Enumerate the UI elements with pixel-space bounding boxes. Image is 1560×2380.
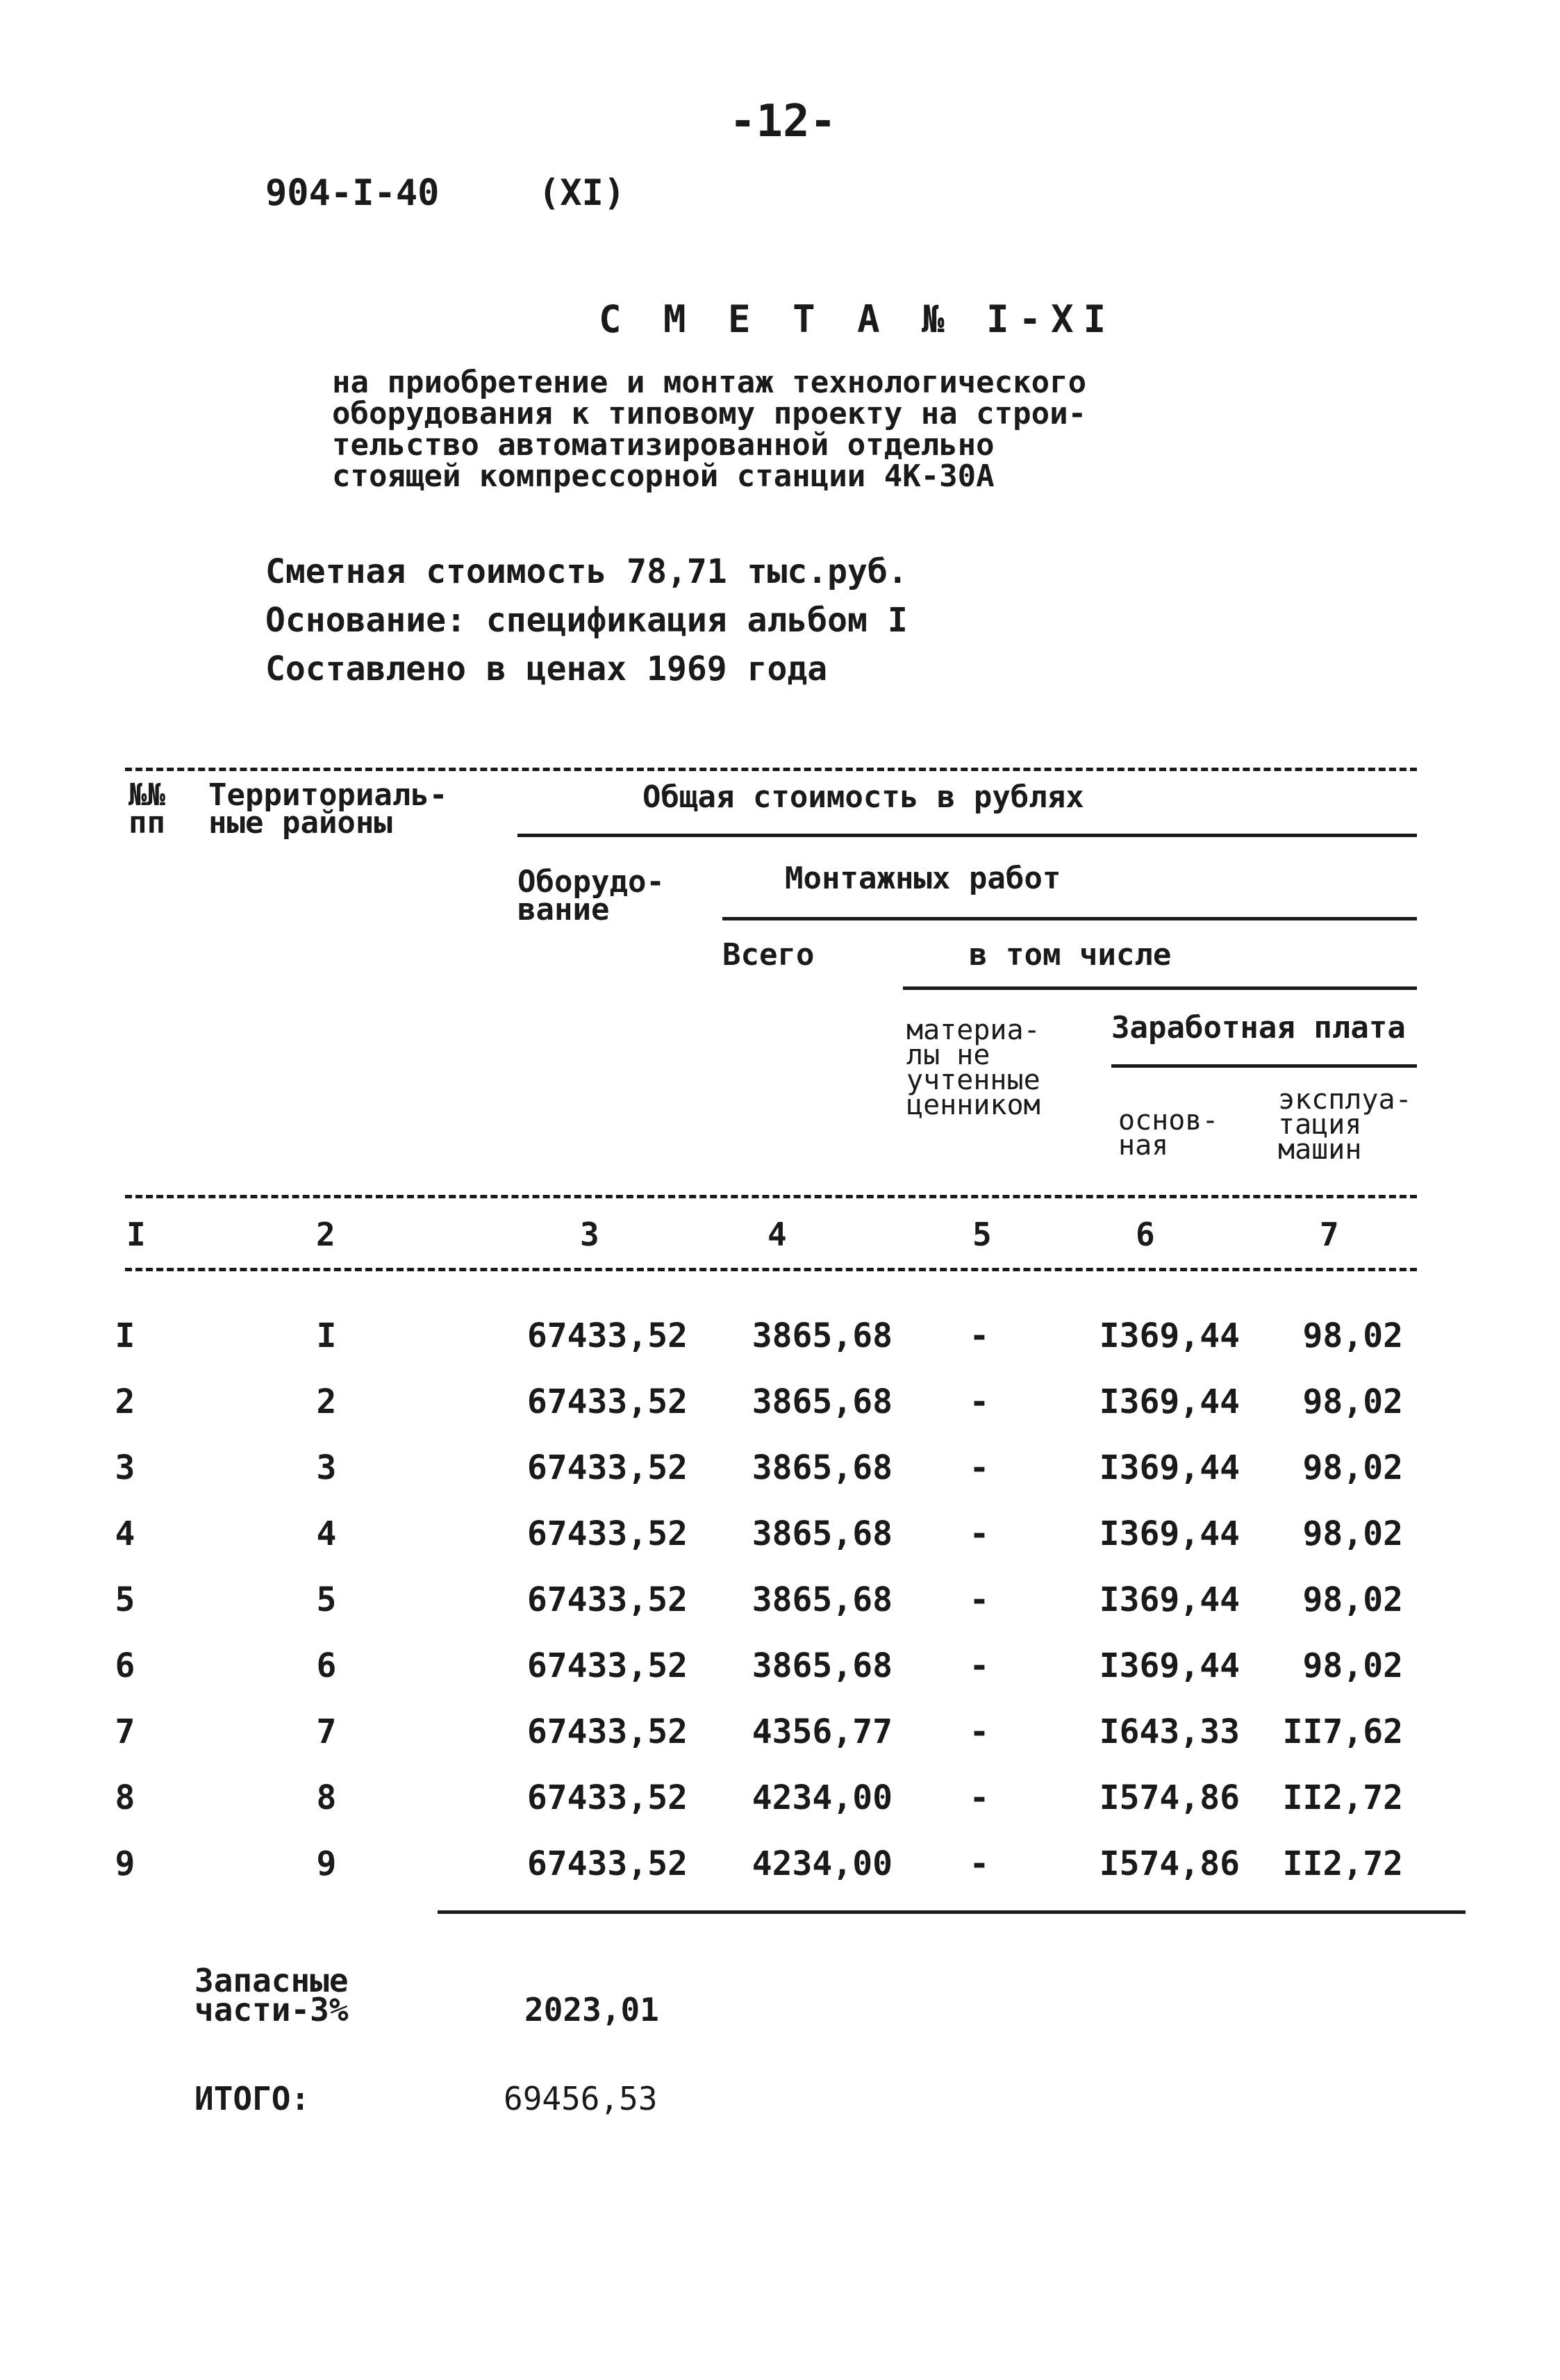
- cell-equipment: 67433,52: [526, 1580, 688, 1619]
- estimate-cost: Сметная стоимость 78,71 тыс.руб.: [265, 552, 908, 591]
- spare-parts-value: 2023,01: [524, 1991, 659, 2028]
- header-wages: Заработная плата: [1111, 1010, 1406, 1046]
- column-number: 6: [1136, 1216, 1155, 1253]
- cell-region: 7: [316, 1712, 337, 1751]
- cell-wages-basic: I574,86: [1099, 1844, 1240, 1883]
- header-rule: [722, 917, 1417, 920]
- table-bottom-rule: [438, 1910, 1466, 1914]
- cell-wages-basic: I369,44: [1099, 1316, 1240, 1355]
- cell-installation-total: 3865,68: [752, 1382, 893, 1421]
- cell-equipment: 67433,52: [526, 1712, 688, 1751]
- header-num: №№ пп: [128, 777, 165, 841]
- header-materials: материа- лы не учтенные ценником: [906, 1014, 1040, 1121]
- total-label: ИТОГО:: [194, 2080, 310, 2117]
- cell-num: 6: [115, 1646, 135, 1685]
- cell-materials: -: [969, 1646, 990, 1685]
- header-total-cost: Общая стоимость в рублях: [642, 779, 1084, 815]
- cell-materials: -: [969, 1382, 990, 1421]
- table-row: [0, 1382, 1560, 1424]
- cell-num: 9: [115, 1844, 135, 1883]
- table-row: [0, 1646, 1560, 1688]
- cell-region: 6: [316, 1646, 337, 1685]
- cell-wages-machines: 98,02: [1302, 1316, 1403, 1355]
- cell-wages-machines: 98,02: [1302, 1448, 1403, 1487]
- cell-equipment: 67433,52: [526, 1382, 688, 1421]
- subtitle-line: оборудования к типовому проекту на строи-: [332, 396, 1087, 431]
- cell-region: 9: [316, 1844, 337, 1883]
- cell-equipment: 67433,52: [526, 1448, 688, 1487]
- header-machines: эксплуа- тация машин: [1278, 1084, 1412, 1166]
- header-equipment: Оборудо- вание: [517, 864, 665, 927]
- column-number: 3: [580, 1216, 599, 1253]
- cell-num: 3: [115, 1448, 135, 1487]
- cell-wages-machines: II2,72: [1282, 1778, 1403, 1817]
- cell-region: 3: [316, 1448, 337, 1487]
- cell-materials: -: [969, 1448, 990, 1487]
- cell-materials: -: [969, 1514, 990, 1553]
- cell-num: 7: [115, 1712, 135, 1751]
- cell-installation-total: 3865,68: [752, 1514, 893, 1553]
- cell-installation-total: 3865,68: [752, 1646, 893, 1685]
- cell-materials: -: [969, 1844, 990, 1883]
- cell-installation-total: 3865,68: [752, 1448, 893, 1487]
- cell-wages-basic: I369,44: [1099, 1580, 1240, 1619]
- subtitle-line: на приобретение и монтаж технологического: [332, 365, 1087, 400]
- cell-equipment: 67433,52: [526, 1646, 688, 1685]
- cell-equipment: 67433,52: [526, 1316, 688, 1355]
- cell-region: 5: [316, 1580, 337, 1619]
- cell-region: 2: [316, 1382, 337, 1421]
- cell-equipment: 67433,52: [526, 1778, 688, 1817]
- cell-wages-basic: I369,44: [1099, 1514, 1240, 1553]
- header-rule: [903, 986, 1417, 990]
- cell-wages-basic: I574,86: [1099, 1778, 1240, 1817]
- cell-materials: -: [969, 1778, 990, 1817]
- table-row: [0, 1712, 1560, 1754]
- cell-installation-total: 3865,68: [752, 1580, 893, 1619]
- cell-wages-machines: II2,72: [1282, 1844, 1403, 1883]
- document-subtitle: [332, 367, 1086, 492]
- cell-installation-total: 4234,00: [752, 1778, 893, 1817]
- column-number: 2: [316, 1216, 335, 1253]
- header-total: Всего: [722, 937, 815, 973]
- cell-num: 2: [115, 1382, 135, 1421]
- table-top-rule: [125, 768, 1417, 771]
- table-row: [0, 1844, 1560, 1886]
- header-rule: [517, 834, 1417, 837]
- header-basic: основ- ная: [1118, 1105, 1219, 1162]
- column-number: 5: [972, 1216, 992, 1253]
- cell-equipment: 67433,52: [526, 1514, 688, 1553]
- table-row: [0, 1448, 1560, 1490]
- table-row: [0, 1778, 1560, 1820]
- document-code: 904-I-40: [265, 172, 440, 214]
- cell-installation-total: 4356,77: [752, 1712, 893, 1751]
- cell-materials: -: [969, 1580, 990, 1619]
- cell-installation-total: 4234,00: [752, 1844, 893, 1883]
- price-basis: Составлено в ценах 1969 года: [265, 650, 828, 688]
- estimate-basis: Основание: спецификация альбом I: [265, 601, 908, 640]
- subtitle-line: стоящей компрессорной станции 4К-30А: [332, 458, 995, 494]
- total-value: 69456,53: [504, 2080, 658, 2117]
- spare-parts-label: Запасные части-3%: [194, 1962, 349, 2028]
- cell-region: 8: [316, 1778, 337, 1817]
- table-row: [0, 1580, 1560, 1622]
- cell-materials: -: [969, 1712, 990, 1751]
- column-number: I: [126, 1216, 146, 1253]
- header-installation: Монтажных работ: [785, 861, 1061, 896]
- header-bottom-rule: [125, 1195, 1417, 1198]
- cell-wages-machines: 98,02: [1302, 1382, 1403, 1421]
- subtitle-line: тельство автоматизированной отдельно: [332, 427, 995, 463]
- cell-wages-machines: 98,02: [1302, 1580, 1403, 1619]
- table-row: [0, 1316, 1560, 1358]
- cell-installation-total: 3865,68: [752, 1316, 893, 1355]
- document-title: С М Е Т А № I-ХI: [599, 297, 1116, 341]
- cell-num: I: [115, 1316, 135, 1355]
- cell-wages-machines: II7,62: [1282, 1712, 1403, 1751]
- sheet-reference: (ХI): [538, 172, 626, 214]
- header-including: в том числе: [969, 937, 1172, 973]
- header-rule: [1111, 1064, 1417, 1068]
- header-regions: Территориаль- ные районы: [208, 777, 448, 841]
- column-number: 4: [767, 1216, 787, 1253]
- cell-wages-machines: 98,02: [1302, 1646, 1403, 1685]
- cell-num: 4: [115, 1514, 135, 1553]
- column-number: 7: [1320, 1216, 1339, 1253]
- cell-num: 5: [115, 1580, 135, 1619]
- cell-region: I: [316, 1316, 337, 1355]
- cell-wages-basic: I369,44: [1099, 1448, 1240, 1487]
- cell-equipment: 67433,52: [526, 1844, 688, 1883]
- cell-materials: -: [969, 1316, 990, 1355]
- cell-wages-machines: 98,02: [1302, 1514, 1403, 1553]
- table-row: [0, 1514, 1560, 1556]
- cell-region: 4: [316, 1514, 337, 1553]
- cell-wages-basic: I643,33: [1099, 1712, 1240, 1751]
- column-number-rule: [125, 1268, 1417, 1271]
- page-number: -12-: [729, 96, 837, 147]
- cell-wages-basic: I369,44: [1099, 1382, 1240, 1421]
- cell-wages-basic: I369,44: [1099, 1646, 1240, 1685]
- cell-num: 8: [115, 1778, 135, 1817]
